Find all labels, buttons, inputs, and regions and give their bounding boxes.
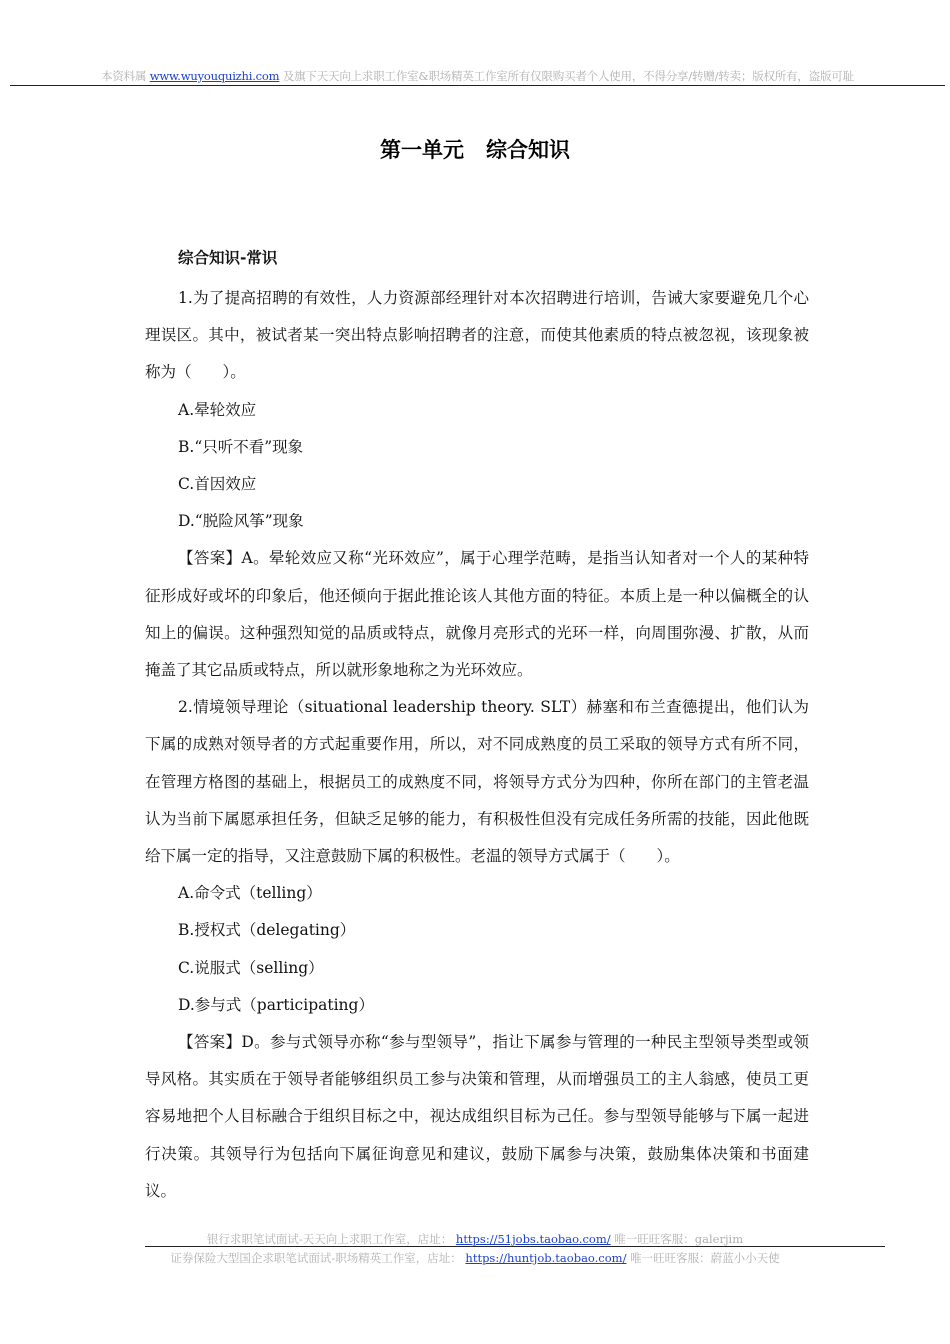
footer-line-2-text: 证券保险大型国企求职笔试面试-职场精英工作室，店址： bbox=[170, 1251, 462, 1265]
question-1-option-a: A.晕轮效应 bbox=[178, 400, 257, 419]
title-unit: 第一单元 bbox=[380, 138, 464, 162]
footer-shop-link-1[interactable]: https://51jobs.taobao.com/ bbox=[455, 1232, 611, 1246]
question-2-option-b: B.授权式（delegating） bbox=[178, 921, 356, 940]
header-suffix: 及旗下天天向上求职工作室&职场精英工作室所有仅限购买者个人使用，不得分享/转赠/转卖；版权所有，盗版可耻 bbox=[282, 69, 854, 83]
question-2-option-c: C.说服式（selling） bbox=[178, 958, 324, 977]
question-2-answer: 【答案】D。参与式领导亦称“参与型领导”，指让下属参与管理的一种民主型领导类型或领导风格。其实质在于领导者能够组织员工参与决策和管理，从而增强员工的主人翁感，使员工更容易地把个人目标融合于组织目标之中，视达成组织目标为己任。参与型领导能够与下属一起进行决策。其领导行为包括向下属征询意见和建议，鼓励下属参与决策，鼓励集体决策和书面建议。 bbox=[145, 1033, 809, 1200]
page-title bbox=[0, 134, 950, 164]
question-1-option-b: B.“只听不看”现象 bbox=[178, 437, 304, 456]
document-body bbox=[145, 243, 809, 1210]
footer-divider bbox=[145, 1246, 885, 1247]
footer-line-1 bbox=[0, 1231, 950, 1247]
question-1-stem: 1.为了提高招聘的有效性，人力资源部经理针对本次招聘进行培训，告诫大家要避免几个心理误区。其中，被试者某一突出特点影响招聘者的注意，而使其他素质的特点被忽视，该现象被称为（ ）。 bbox=[145, 289, 809, 382]
footer-line-2 bbox=[0, 1250, 950, 1266]
question-1-option-d: D.“脱险风筝”现象 bbox=[178, 512, 304, 531]
footer-line-2-tail: 唯一旺旺客服：蔚蓝小小天使 bbox=[630, 1251, 780, 1265]
header-prefix: 本资料属 bbox=[101, 69, 147, 83]
section-heading: 综合知识-常识 bbox=[178, 249, 278, 267]
question-1-option-c: C.首因效应 bbox=[178, 475, 257, 494]
question-2-option-d: D.参与式（participating） bbox=[178, 995, 374, 1014]
header-divider bbox=[10, 85, 945, 86]
footer-line-1-tail: 唯一旺旺客服：galerjim bbox=[614, 1232, 744, 1246]
question-1-answer: 【答案】A。晕轮效应又称“光环效应”，属于心理学范畴，是指当认知者对一个人的某种特征形成好或坏的印象后，他还倾向于据此推论该人其他方面的特征。本质上是一种以偏概全的认知上的偏误。这种强烈知觉的品质或特点，就像月亮形式的光环一样，向周围弥漫、扩散，从而掩盖了其它品质或特点，所以就形象地称之为光环效应。 bbox=[145, 549, 809, 680]
footer-shop-link-2[interactable]: https://huntjob.taobao.com/ bbox=[465, 1251, 627, 1265]
footer-line-1-text: 银行求职笔试面试-天天向上求职工作室，店址： bbox=[206, 1232, 453, 1246]
title-subject: 综合知识 bbox=[486, 138, 570, 162]
question-2-option-a: A.命令式（telling） bbox=[178, 884, 322, 903]
question-2-stem: 2.情境领导理论（situational leadership theory. SLT）赫塞和布兰查德提出，他们认为下属的成熟对领导者的方式起重要作用，所以，对不同成熟度的员工采取的领导方式有所不同，在管理方格图的基础上，根据员工的成熟度不同，将领导方式分为四种，你所在部门的主管老温认为当前下属愿承担任务，但缺乏足够的能力，有积极性但没有完成任务所需的技能，因此他既给下属一定的指导，又注意鼓励下属的积极性。老温的领导方式属于（ ）。 bbox=[145, 698, 809, 866]
page-header bbox=[10, 68, 945, 84]
header-site-link[interactable]: www.wuyouquizhi.com bbox=[149, 69, 280, 83]
